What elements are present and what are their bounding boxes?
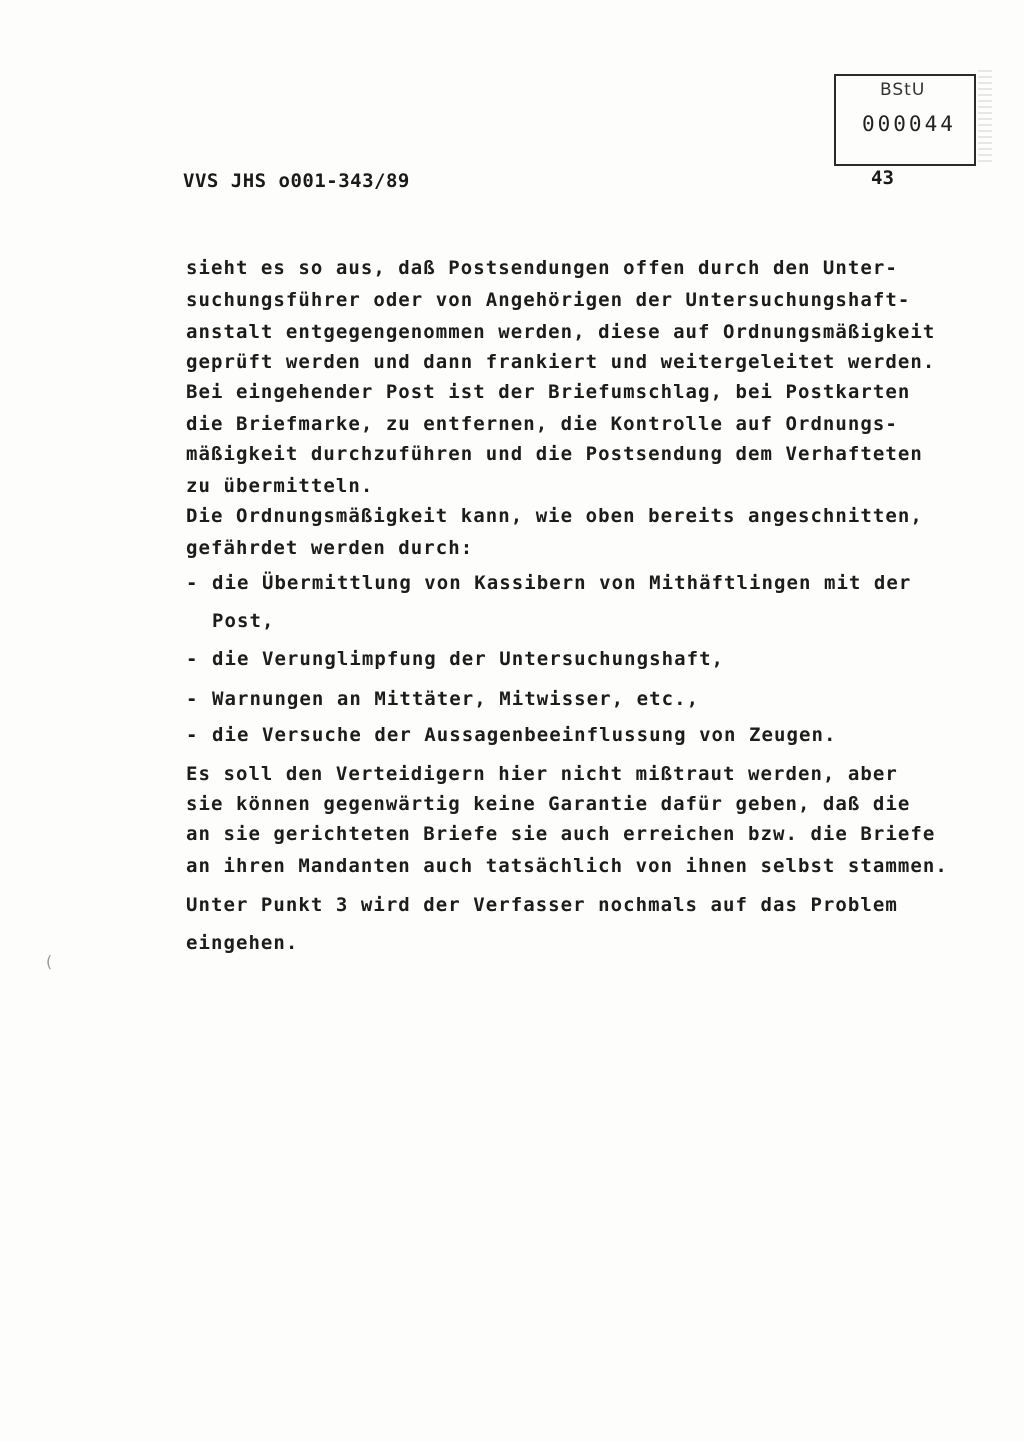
- page-number: 43: [871, 167, 894, 189]
- archive-stamp: [834, 74, 976, 166]
- body-line: geprüft werden und dann frankiert und weitergeleitet werden.: [186, 351, 936, 373]
- body-line: suchungsführer oder von Angehörigen der Untersuchungshaft-: [186, 289, 911, 311]
- bullet-dash: -: [186, 724, 198, 746]
- body-line: sieht es so aus, daß Postsendungen offen durch den Unter-: [186, 257, 898, 279]
- bullet-line: die Versuche der Aussagenbeeinflussung von Zeugen.: [212, 724, 837, 746]
- stamp-number: 000044: [862, 112, 956, 136]
- bullet-dash: -: [186, 648, 198, 670]
- bullet-line: die Verunglimpfung der Untersuchungshaft,: [212, 648, 725, 670]
- stamp-org: BStU: [880, 80, 926, 100]
- bullet-dash: -: [186, 688, 198, 710]
- body-line: Unter Punkt 3 wird der Verfasser nochmals auf das Problem: [186, 894, 898, 916]
- body-line: die Briefmarke, zu entfernen, die Kontrolle auf Ordnungs-: [186, 413, 898, 435]
- body-line: Die Ordnungsmäßigkeit kann, wie oben bereits angeschnitten,: [186, 505, 923, 527]
- bullet-line: Post,: [212, 610, 275, 632]
- bullet-dash: -: [186, 572, 198, 594]
- document-reference: VVS JHS o001-343/89: [183, 170, 410, 192]
- body-line: sie können gegenwärtig keine Garantie dafür geben, daß die: [186, 793, 911, 815]
- stamp-speckle: [978, 70, 992, 166]
- bullet-line: Warnungen an Mittäter, Mitwisser, etc.,: [212, 688, 700, 710]
- bullet-line: die Übermittlung von Kassibern von Mithäftlingen mit der: [212, 572, 912, 594]
- body-line: mäßigkeit durchzuführen und die Postsendung dem Verhafteten: [186, 443, 923, 465]
- body-line: anstalt entgegengenommen werden, diese auf Ordnungsmäßigkeit: [186, 321, 936, 343]
- body-line: Es soll den Verteidigern hier nicht mißtraut werden, aber: [186, 763, 898, 785]
- margin-mark: (: [44, 952, 54, 971]
- body-line: an sie gerichteten Briefe sie auch erreichen bzw. die Briefe: [186, 823, 936, 845]
- body-line: an ihren Mandanten auch tatsächlich von ihnen selbst stammen.: [186, 855, 948, 877]
- body-line: eingehen.: [186, 932, 299, 954]
- body-line: gefährdet werden durch:: [186, 537, 474, 559]
- body-line: Bei eingehender Post ist der Briefumschlag, bei Postkarten: [186, 381, 911, 403]
- body-line: zu übermitteln.: [186, 475, 374, 497]
